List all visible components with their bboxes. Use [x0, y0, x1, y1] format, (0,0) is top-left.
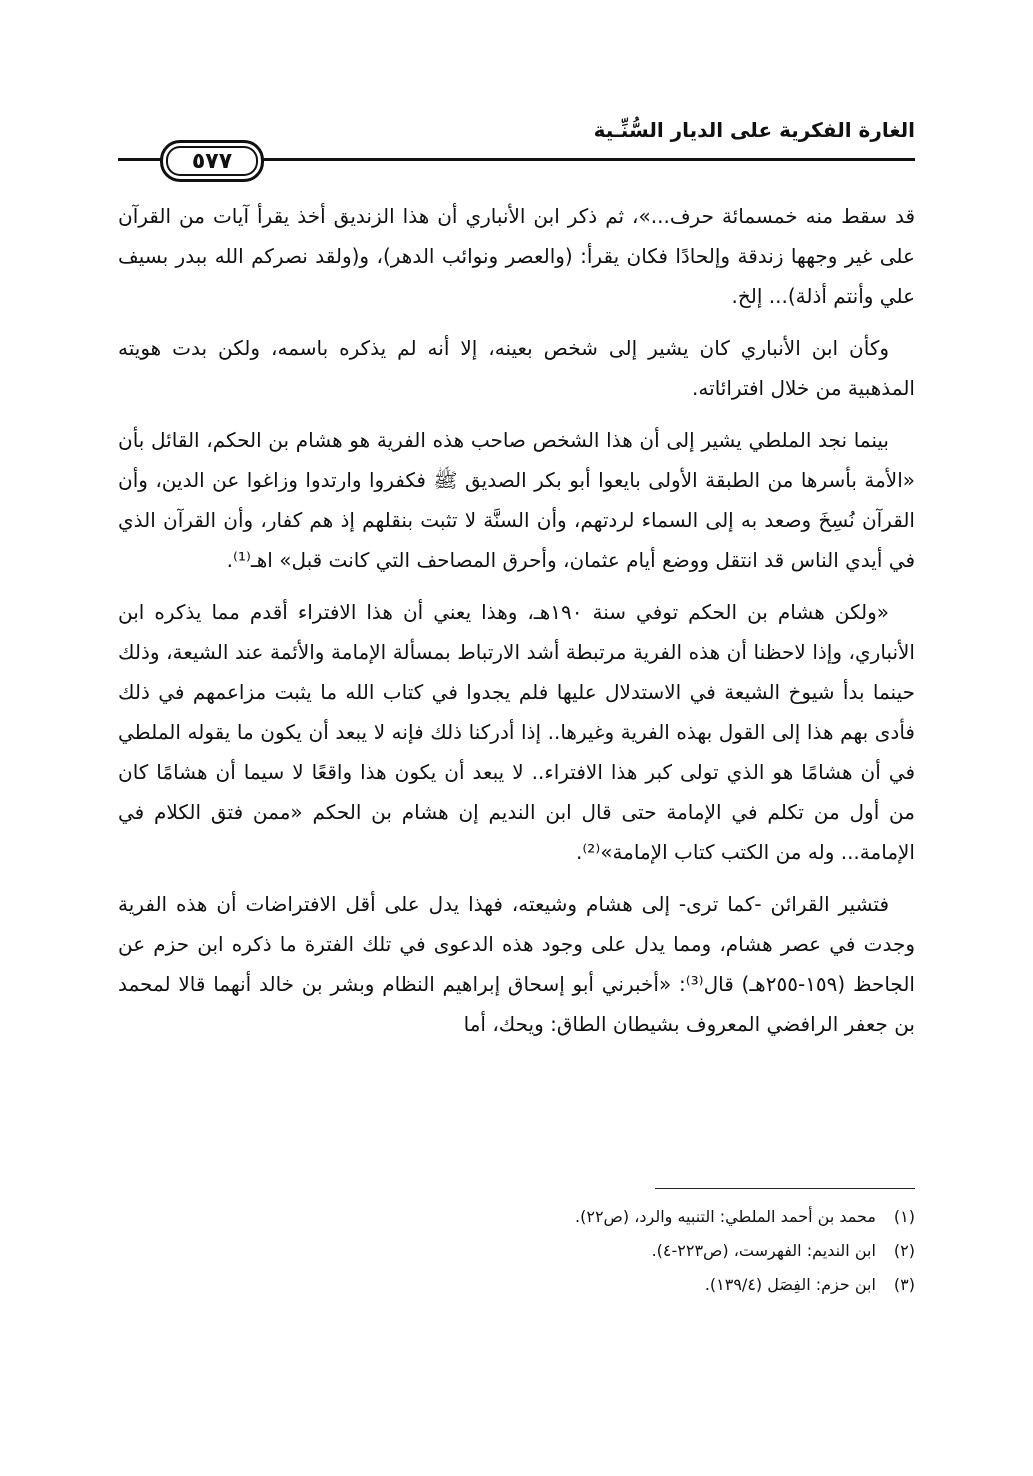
paragraph-5: فتشير القرائن -كما ترى- إلى هشام وشيعته، فهذا يدل على أقل الافتراضات أن هذه الفرية وجدت في عصر هشام، ومما يدل على وجود هذه الدعوى في تلك الفترة ما ذكره ابن حزم عن الجاحظ (١٥٩-٢٥٥هـ) قال⁽³⁾: «أخبرني أبو إسحاق إبراهيم النظام وبشر بن خالد أنهما قالا لمحمد بن جعفر الرافضي المعروف بشيطان الطاق: ويحك، أما	[118, 892, 915, 1036]
body-text	[118, 196, 915, 1056]
page-number: ٥٧٧	[191, 148, 233, 174]
footnote-1	[215, 1200, 915, 1234]
footnote-number: (٢)	[893, 1241, 915, 1260]
footnote-rule	[655, 1188, 915, 1189]
running-title: الغارة الفكرية على الديار السُّنِّـية	[593, 118, 915, 142]
footnote-text: ابن حزم: الفِصَل (١٣٩/٤).	[704, 1275, 876, 1294]
footnotes	[215, 1200, 915, 1302]
page-number-badge	[160, 140, 264, 182]
footnote-text: ابن النديم: الفهرست، (ص٢٢٣-٤).	[651, 1241, 876, 1260]
paragraph-2: وكأن ابن الأنباري كان يشير إلى شخص بعينه، إلا أنه لم يذكره باسمه، ولكن بدت هويته المذهبية من خلال افترائاته.	[118, 336, 915, 400]
footnote-2	[215, 1234, 915, 1268]
paragraph-4: «ولكن هشام بن الحكم توفي سنة ١٩٠هـ، وهذا يعني أن هذا الافتراء أقدم مما يذكره ابن الأنباري، وإذا لاحظنا أن هذه الفرية مرتبطة أشد الارتباط بمسألة الإمامة والأئمة عند الشيعة، وذلك حينما بدأ شيوخ الشيعة في الاستدلال عليها فلم يجدوا في كتاب الله ما يثبت مزاعمهم في ذلك فأدى بهم هذا إلى القول بهذه الفرية وغيرها.. إذا أدركنا ذلك فإنه لا يبعد أن يكون ما يقوله الملطي في أن هشامًا هو الذي تولى كبر هذا الافتراء.. لا يبعد أن يكون هذا واقعًا لا سيما أن هشامًا كان من أول من تكلم في الإمامة حتى قال ابن النديم إن هشام بن الحكم «ممن فتق الكلام في الإمامة... وله من الكتب كتاب الإمامة»⁽²⁾.	[118, 600, 915, 864]
paragraph-3: بينما نجد الملطي يشير إلى أن هذا الشخص صاحب هذه الفرية هو هشام بن الحكم، القائل بأن «الأمة بأسرها من الطبقة الأولى بايعوا أبو بكر الصديق ﷺ فكفروا وارتدوا وزاغوا عن الدين، وأن القرآن نُسِخَ وصعد به إلى السماء لردتهم، وأن السنَّة لا تثبت بنقلهم إذ هم كفار، وأن القرآن الذي في أيدي الناس قد انتقل ووضع أيام عثمان، وأحرق المصاحف التي كانت قبل» اهـ⁽¹⁾.	[118, 428, 915, 572]
footnote-text: محمد بن أحمد الملطي: التنبيه والرد، (ص٢٢).	[575, 1207, 876, 1226]
footnote-number: (١)	[893, 1207, 915, 1226]
paragraph-1: قد سقط منه خمسمائة حرف...»، ثم ذكر ابن الأنباري أن هذا الزنديق أخذ يقرأ آيات من القرآن على غير وجهها زندقة وإلحادًا فكان يقرأ: (والعصر ونوائب الدهر)، و(ولقد نصركم الله ببدر بسيف علي وأنتم أذلة)... إلخ.	[118, 204, 915, 308]
footnote-3	[215, 1268, 915, 1302]
footnote-number: (٣)	[893, 1275, 915, 1294]
